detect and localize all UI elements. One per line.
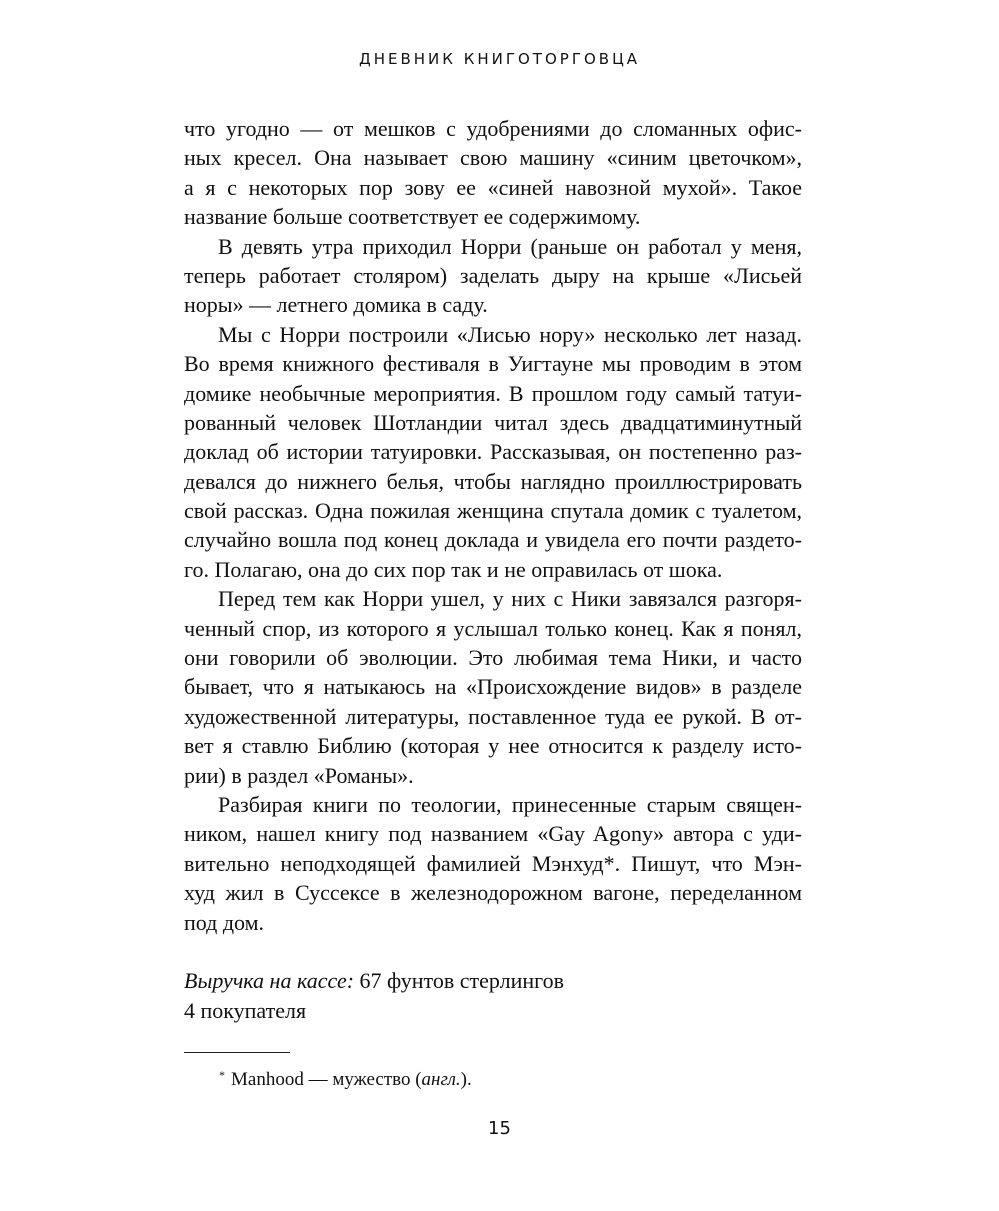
text-line: теперь работает столяром) заделать дыру на крыше «Лисьей: [184, 262, 802, 288]
text-line: что угодно — от мешков с удобрениями до сломанных офис-: [184, 116, 802, 141]
text-line: девался до нижнего белья, чтобы наглядно проиллюстрировать: [184, 468, 802, 494]
text-line: доклад об истории татуировки. Рассказывая, он постепенно раз-: [184, 439, 802, 465]
text-line: В девять утра приходил Норри (раньше он работал у меня,: [218, 233, 802, 259]
text-line: норы» — летнего домика в саду.: [184, 292, 488, 318]
text-line: бывает, что я натыкаюсь на «Происхождение видов» в разделе: [184, 674, 802, 700]
text-line: а я с некоторых пор зову ее «синей навозной мухой». Такое: [184, 174, 802, 200]
text-line: вет я ставлю Библию (которая у нее относится к разделу исто-: [184, 733, 802, 759]
text-line: художественной литературы, поставленное туда ее рукой. В от-: [184, 703, 802, 729]
text-line: рии) в раздел «Романы».: [184, 762, 414, 788]
customers-line: 4 покупателя: [184, 997, 307, 1023]
revenue-label: Выручка на кассе:: [184, 968, 355, 994]
text-line: ником, нашел книгу под названием «Gay Agony» автора с уди-: [184, 821, 802, 847]
text-line: Перед тем как Норри ушел, у них с Ники завязался разгоря-: [218, 586, 802, 612]
text-line: домике необычные мероприятия. В прошлом году самый татуи-: [184, 380, 802, 406]
running-title: ДНЕВНИК КНИГОТОРГОВЦА: [359, 50, 640, 68]
footnote: [219, 1063, 472, 1092]
text-line: го. Полагаю, она до сих пор так и не оправилась от шока.: [184, 556, 723, 582]
text-line: Во время книжного фестиваля в Уигтауне мы проводим в этом: [184, 351, 802, 377]
footnote-closing: ).: [460, 1069, 472, 1090]
footnote-marker: *: [219, 1068, 225, 1082]
revenue-value: 67 фунтов стерлингов: [354, 968, 564, 994]
text-line: под дом.: [184, 909, 265, 935]
footnote-term: Manhood — мужество (: [231, 1069, 422, 1090]
text-line: случайно вошла под конец доклада и увидела его почти раздето-: [184, 527, 802, 553]
footnote-language: англ.: [421, 1069, 461, 1090]
text-line: худ жил в Суссексе в железнодорожном вагоне, переделанном: [184, 880, 802, 906]
text-line: они говорили об эволюции. Это любимая тема Ники, и часто: [184, 645, 802, 671]
text-line: свой рассказ. Одна пожилая женщина спутала домик с туалетом,: [184, 498, 802, 524]
footnote-divider: [184, 1052, 290, 1053]
text-line: рованный человек Шотландии читал здесь двадцатиминутный: [184, 409, 802, 435]
page-number: 15: [488, 1118, 511, 1139]
page-body: [184, 114, 802, 1025]
text-line: Разбирая книги по теологии, принесенные старым священ-: [218, 791, 802, 817]
text-line: Мы с Норри построили «Лисью нору» несколько лет назад.: [218, 321, 802, 347]
text-line: вительно неподходящей фамилией Мэнхуд*. Пишут, что Мэн-: [184, 850, 802, 876]
text-line: ных кресел. Она называет свою машину «синим цветочком»,: [184, 145, 802, 171]
revenue-line: [184, 966, 802, 995]
section-gap: [184, 937, 802, 966]
text-line: ченный спор, из которого я услышал только конец. Как я понял,: [184, 615, 802, 641]
text-line: название больше соответствует ее содержимому.: [184, 204, 641, 230]
